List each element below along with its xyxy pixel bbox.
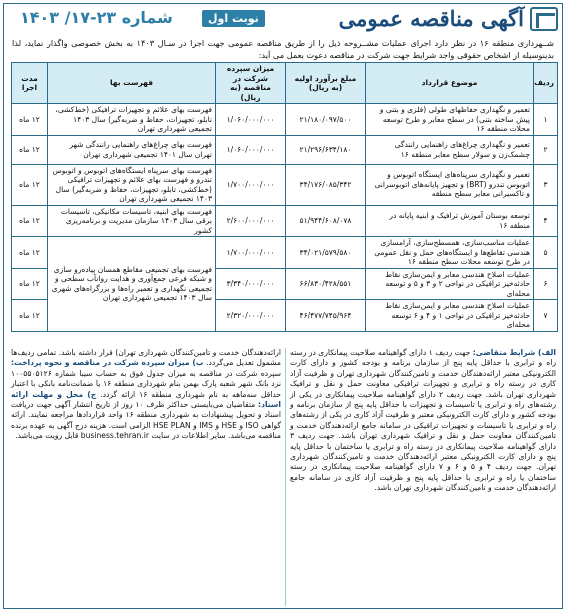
cell-deposit: ۱/۰۶۰/۰۰۰/۰۰۰ <box>216 104 286 136</box>
municipality-logo-icon <box>530 7 558 31</box>
table-header-row <box>12 63 558 104</box>
conditions-heading-a: الف) شرایط متقاضی: <box>472 348 556 357</box>
nobat-badge: نوبت اول <box>202 10 265 27</box>
notice-frame <box>3 3 563 609</box>
table-row <box>12 104 558 136</box>
cell-subject: عملیات اصلاح هندسی معابر و ایمن‌سازی نقاط حادثه‌خیز ترافیکی در نواحی ۲ و ۳ و ۵ و توسعه محله‌ای <box>366 268 534 300</box>
cell-price-list: فهرست بهای چراغ‌های راهنمایی رانندگی شهر تهران سال ۱۴۰۱ تجمیعی شهرداری تهران <box>48 135 216 164</box>
cell-estimate: ۴۶/۴۷۷/۷۴۵/۹۶۴ <box>286 300 366 332</box>
col-header-deposit: میزان سپرده شرکت در مناقصه (به ریال) <box>216 63 286 104</box>
cell-row-number: ۴ <box>534 205 558 237</box>
cell-duration: ۱۲ ماه <box>12 268 48 300</box>
cell-subject: تعمیر و نگهداری چراغ‌های راهنمایی رانندگی چشمک‌زن و سولار سطح معابر منطقه ۱۶ <box>366 135 534 164</box>
cell-duration: ۱۲ ماه <box>12 300 48 332</box>
conditions-heading-b: ب) میزان سپرده شرکت در مناقصه و نحوه پرداخت: <box>11 358 204 368</box>
cell-duration: ۱۲ ماه <box>12 104 48 136</box>
cell-price-list: فهرست بهای ابنیه، تاسیسات مکانیکی، تاسیسات برقی سال ۱۴۰۳ سازمان مدیریت و برنامه‌ریزی کشور <box>48 205 216 237</box>
cell-subject: تعمیر و نگهداری حفاظهای طولی (فلزی و بتنی و پیش ساخته بتنی) در سطح معابر و طرح توسعه محلات منطقه ۱۶ <box>366 104 534 136</box>
cell-estimate: ۲۱/۲۹۶/۶۳۴/۱۸۰ <box>286 135 366 164</box>
cell-deposit: ۳/۳۴۰/۰۰۰/۰۰۰ <box>216 268 286 300</box>
cell-row-number: ۵ <box>534 237 558 269</box>
cell-price-list: فهرست بهای سرپناه ایستگاه‌های اتوبوس و اتوبوس تندرو و فهرست بهای علائم و تجهیزات ترافیکی (خط‌کشی، تابلو، تجهیزات، حفاظ و ضربه‌گیر) سال ۱۴۰۳ تجمیعی شهرداری تهران <box>48 164 216 205</box>
cell-row-number: ۱ <box>534 104 558 136</box>
col-header-duration: مدت اجرا <box>12 63 48 104</box>
cell-deposit: ۲/۶۰۰/۰۰۰/۰۰۰ <box>216 205 286 237</box>
conditions-text-b: سپرده شرکت در مناقصه به میزان جدول فوق به حساب سیبا شماره ۱۰۰۵۵۰۵۱۲۶ نزد بانک شهر شعبه پارک بهمن بنام شهرداری منطقه ۱۶ یا ضمانت‌نامه بانکی با اعتبار حداقل سه‌ماهه به نام شهرداری منطقه ۱۶ ارائه گردد. <box>11 368 282 399</box>
notice-number: شماره ۲۳-۱۷/ ۱۴۰۳ <box>20 8 173 27</box>
cell-subject: عملیات مناسب‌سازی، همسطح‌سازی، آرامسازی هندسی تقاطع‌ها و ایستگاه‌های حمل و نقل عمومی در طرح توسعه محلات سطح منطقه ۱۶ <box>366 237 534 269</box>
cell-duration: ۱۲ ماه <box>12 205 48 237</box>
header <box>4 4 564 34</box>
conditions-text-a: جهت ردیف ۱ دارای گواهینامه صلاحیت پیمانکاری در رسته راه و ترابری با حداقل پایه پنج از سازمان برنامه و بودجه کشور و دارای کارت الکترونیکی معتبر ارائه‌دهندگان خدمت و تامین‌کنندگان شهرداری تهران و ظرفیت آزاد کاری در رسته راه و ترابری و تجهیزات ترافیکی معاونت حمل و نقل و ترافیک شهرداری تهران باشد. جهت ردیف ۲ دارای گواهینامه صلاحیت پیمانکاری در یکی از رشته‌های راه و ترابری یا تاسیسات و تجهیزات با حداقل پایه پنج از سازمان برنامه و بودجه کشور و دارای کارت الکترونیکی معتبر و ظرفیت آزاد کاری در یکی از رشته‌های راه و ترابری یا تاسیسات و تجهیزات ترافیکی در سامانه جامع ارائه‌دهندگان خدمت و تامین‌کنندگان معاونت حمل و نقل و ترافیک شهرداری تهران باشد. جهت ردیف ۳ دارای گواهینامه صلاحیت پیمانکاری در رسته راه و ترابری یا ساختمان با حداقل پایه پنج و دارای کارت الکترونیکی معتبر ارائه‌دهندگان خدمت و تامین‌کنندگان شهرداری تهران. جهت ردیف ۴ و ۵ و ۶ و ۷ دارای گواهینامه صلاحیت پیمانکاری در رسته ساختمان یا راه و ترابری با حداقل پایه پنج و ظرفیت آزاد کاری در سامانه جامع ارائه‌دهندگان خدمت و تامین‌کنندگان شهرداری تهران باشد. <box>290 348 556 493</box>
table-row <box>12 164 558 205</box>
cell-estimate: ۳۴/۰۲۱/۵۷۹/۵۸۰ <box>286 237 366 269</box>
cell-subject: عملیات اصلاح هندسی معابر و ایمن‌سازی نقاط حادثه‌خیز ترافیکی در نواحی ۱ و ۴ و ۶ توسعه محله‌ای <box>366 300 534 332</box>
cell-deposit: ۱/۰۶۰/۰۰۰/۰۰۰ <box>216 135 286 164</box>
cell-estimate: ۶۶/۸۳۰/۴۲۸/۵۵۱ <box>286 268 366 300</box>
col-header-row: ردیف <box>534 63 558 104</box>
cell-row-number: ۲ <box>534 135 558 164</box>
table-row <box>12 205 558 237</box>
cell-duration: ۱۲ ماه <box>12 135 48 164</box>
conditions-right-column <box>290 348 556 494</box>
intro-text: شــهرداری منطقه ۱۶ در نظر دارد اجرای عملیات مشــروحه ذیل را از طریق مناقصه عمومی جهت اجرا در سـال ۱۴۰۳ به بخش خصوصی واگذار نماید، لذا بدینوسیله از اشخاص حقوقی واجد شرایط جهت شرکت در مناقصه دعوت بعمل می آید: <box>12 38 554 60</box>
notice-title: آگهی مناقصه عمومی <box>338 6 524 31</box>
cell-deposit: ۱/۷۰۰/۰۰۰/۰۰۰ <box>216 164 286 205</box>
cell-duration: ۱۲ ماه <box>12 164 48 205</box>
cell-row-number: ۷ <box>534 300 558 332</box>
conditions-left-column <box>11 348 281 442</box>
cell-estimate: ۵۱/۹۴۴/۶۰۸/۰۷۸ <box>286 205 366 237</box>
table-row <box>12 237 558 269</box>
conditions-heading-c: ج) محل و مهلت ارائه اسناد: <box>11 389 282 410</box>
cell-duration: ۱۲ ماه <box>12 237 48 269</box>
table-row <box>12 135 558 164</box>
cell-row-number: ۶ <box>534 268 558 300</box>
cell-deposit: ۱/۷۰۰/۰۰۰/۰۰۰ <box>216 237 286 269</box>
conditions-text-c: متقاضیان می‌بایستی حداکثر ظرف ۱۰ روز از تاریخ انتشار آگهی جهت دریافت اسناد و تحویل پیشنهادات به شهرداری منطقه ۱۶ واحد قراردادها مراجعه نمایند. ارائه گواهی ISO و HSE و IMS و HSE PLAN الزامی است. هزینه درج آگهی به عهده برنده مناقصه می‌باشد. سایر اطلاعات در سایت business.tehran.ir قابل رویت می‌باشد. <box>11 400 282 441</box>
cell-estimate: ۲۱/۱۸۰/۰۹۷/۵۰۰ <box>286 104 366 136</box>
cell-estimate: ۳۴/۱۷۶/۰۸۵/۳۴۲ <box>286 164 366 205</box>
conditions-text-cont: ارائه‌دهندگان خدمت و تامین‌کنندگان شهرداری تهران) قرار داشته باشد. تمامی ردیف‌ها مشمول تعدیل می‌گردد. <box>11 348 281 368</box>
cell-row-number: ۳ <box>534 164 558 205</box>
column-divider <box>285 348 286 606</box>
cell-subject: تعمیر و نگهداری سرپناه‌های ایستگاه اتوبوس و اتوبوس تندرو (BRT) و تجهیز پایانه‌های اتوبوسرانی و تاکسیرانی معابر سطح منطقه <box>366 164 534 205</box>
col-header-subject: موضوع قرارداد <box>366 63 534 104</box>
tender-table <box>11 62 558 332</box>
cell-price-list: فهرست بهای علائم و تجهیزات ترافیکی (خط‌کشی، تابلو، تجهیزات، حفاظ و ضربه‌گیر) سال ۱۴۰۳ تجمیعی شهرداری تهران <box>48 104 216 136</box>
cell-subject: توسعه بوستان آموزش ترافیک و ابنیه پایانه در منطقه ۱۶ <box>366 205 534 237</box>
cell-price-list: فهرست بهای تجمیعی مقاطع همسان پیاده‌رو سازی و شبکه فرعی جمع‌آوری و هدایت روانآب سطحی و تجمیعی نگهداری و تعمیر راه‌ها و بزرگراه‌های شهری سال ۱۴۰۳ تجمیعی شهرداری تهران <box>48 237 216 332</box>
cell-deposit: ۲/۳۲۰/۰۰۰/۰۰۰ <box>216 300 286 332</box>
col-header-estimate: مبلغ برآورد اولیه (به ریال) <box>286 63 366 104</box>
col-header-price-list: فهرست بها <box>48 63 216 104</box>
